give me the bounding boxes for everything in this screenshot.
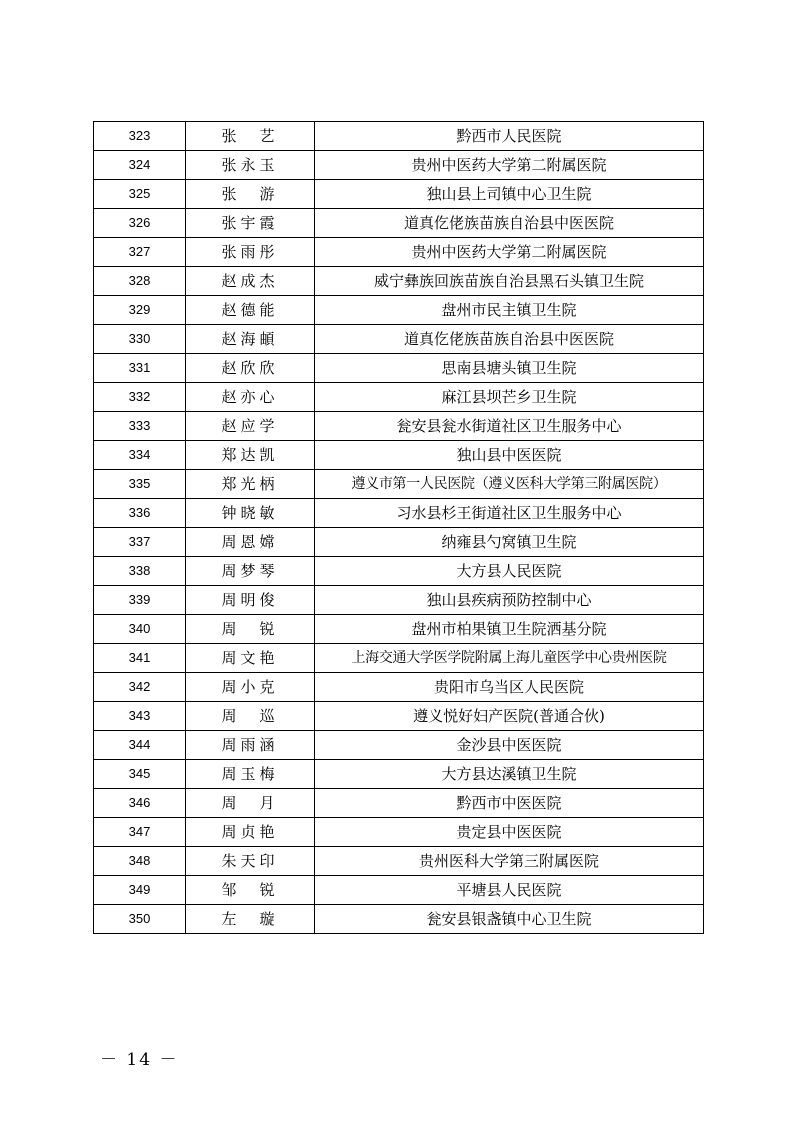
organization-cell: 独山县上司镇中心卫生院: [315, 180, 704, 209]
table-row: [94, 499, 704, 528]
organization-cell: 贵州中医药大学第二附属医院: [315, 238, 704, 267]
row-number-cell: 337: [94, 528, 186, 557]
row-number-cell: 327: [94, 238, 186, 267]
organization-cell: 黔西市人民医院: [315, 122, 704, 151]
organization-cell: 金沙县中医医院: [315, 731, 704, 760]
row-number-cell: 350: [94, 905, 186, 934]
organization-cell: 遵义市第一人民医院（遵义医科大学第三附属医院）: [315, 470, 704, 499]
row-number-cell: 340: [94, 615, 186, 644]
name-list-table: [93, 121, 704, 934]
table-row: [94, 673, 704, 702]
table-row: [94, 383, 704, 412]
table-row: [94, 818, 704, 847]
organization-cell: 思南县塘头镇卫生院: [315, 354, 704, 383]
row-number-cell: 333: [94, 412, 186, 441]
person-name-cell: 赵亦心: [186, 383, 315, 412]
organization-cell: 遵义悦好妇产医院(普通合伙): [315, 702, 704, 731]
row-number-cell: 335: [94, 470, 186, 499]
organization-cell: 瓮安县瓮水街道社区卫生服务中心: [315, 412, 704, 441]
row-number-cell: 342: [94, 673, 186, 702]
person-name-cell: 张 艺: [186, 122, 315, 151]
person-name-cell: 赵应学: [186, 412, 315, 441]
organization-cell: 盘州市民主镇卫生院: [315, 296, 704, 325]
organization-cell: 贵定县中医医院: [315, 818, 704, 847]
table-row: [94, 180, 704, 209]
row-number-cell: 344: [94, 731, 186, 760]
organization-cell: 瓮安县银盏镇中心卫生院: [315, 905, 704, 934]
person-name-cell: 朱天印: [186, 847, 315, 876]
person-name-cell: 邹 锐: [186, 876, 315, 905]
table-row: [94, 354, 704, 383]
person-name-cell: 周 锐: [186, 615, 315, 644]
person-name-cell: 周玉梅: [186, 760, 315, 789]
person-name-cell: 左 璇: [186, 905, 315, 934]
person-name-cell: 赵成杰: [186, 267, 315, 296]
organization-cell: 麻江县坝芒乡卫生院: [315, 383, 704, 412]
person-name-cell: 张永玉: [186, 151, 315, 180]
organization-cell: 独山县中医医院: [315, 441, 704, 470]
row-number-cell: 324: [94, 151, 186, 180]
organization-cell: 威宁彝族回族苗族自治县黑石头镇卫生院: [315, 267, 704, 296]
person-name-cell: 周小克: [186, 673, 315, 702]
person-name-cell: 张宇霞: [186, 209, 315, 238]
row-number-cell: 323: [94, 122, 186, 151]
organization-cell: 上海交通大学医学院附属上海儿童医学中心贵州医院: [315, 644, 704, 673]
table-row: [94, 238, 704, 267]
organization-cell: 平塘县人民医院: [315, 876, 704, 905]
table-row: [94, 122, 704, 151]
row-number-cell: 338: [94, 557, 186, 586]
row-number-cell: 334: [94, 441, 186, 470]
table-row: [94, 151, 704, 180]
table-row: [94, 702, 704, 731]
organization-cell: 贵州中医药大学第二附属医院: [315, 151, 704, 180]
person-name-cell: 张雨彤: [186, 238, 315, 267]
person-name-cell: 钟晓敏: [186, 499, 315, 528]
table-row: [94, 412, 704, 441]
table-row: [94, 209, 704, 238]
organization-cell: 独山县疾病预防控制中心: [315, 586, 704, 615]
table-row: [94, 905, 704, 934]
table-row: [94, 731, 704, 760]
row-number-cell: 347: [94, 818, 186, 847]
row-number-cell: 331: [94, 354, 186, 383]
table-row: [94, 644, 704, 673]
table-row: [94, 847, 704, 876]
person-name-cell: 赵海頔: [186, 325, 315, 354]
person-name-cell: 赵欣欣: [186, 354, 315, 383]
person-name-cell: 张 游: [186, 180, 315, 209]
row-number-cell: 349: [94, 876, 186, 905]
row-number-cell: 329: [94, 296, 186, 325]
organization-cell: 大方县达溪镇卫生院: [315, 760, 704, 789]
table-row: [94, 876, 704, 905]
person-name-cell: 周贞艳: [186, 818, 315, 847]
table-row: [94, 528, 704, 557]
name-list-table-container: [93, 121, 702, 934]
row-number-cell: 348: [94, 847, 186, 876]
person-name-cell: 周雨涵: [186, 731, 315, 760]
table-row: [94, 470, 704, 499]
row-number-cell: 325: [94, 180, 186, 209]
table-row: [94, 296, 704, 325]
person-name-cell: 赵德能: [186, 296, 315, 325]
table-row: [94, 325, 704, 354]
table-row: [94, 267, 704, 296]
row-number-cell: 345: [94, 760, 186, 789]
organization-cell: 习水县杉王街道社区卫生服务中心: [315, 499, 704, 528]
row-number-cell: 343: [94, 702, 186, 731]
table-row: [94, 586, 704, 615]
organization-cell: 贵州医科大学第三附属医院: [315, 847, 704, 876]
person-name-cell: 郑光柄: [186, 470, 315, 499]
person-name-cell: 周恩嫦: [186, 528, 315, 557]
table-row: [94, 441, 704, 470]
person-name-cell: 周明俊: [186, 586, 315, 615]
table-body: [94, 122, 704, 934]
row-number-cell: 330: [94, 325, 186, 354]
person-name-cell: 周 月: [186, 789, 315, 818]
table-row: [94, 789, 704, 818]
row-number-cell: 346: [94, 789, 186, 818]
organization-cell: 黔西市中医医院: [315, 789, 704, 818]
person-name-cell: 周梦琴: [186, 557, 315, 586]
organization-cell: 贵阳市乌当区人民医院: [315, 673, 704, 702]
row-number-cell: 341: [94, 644, 186, 673]
row-number-cell: 326: [94, 209, 186, 238]
organization-cell: 大方县人民医院: [315, 557, 704, 586]
row-number-cell: 328: [94, 267, 186, 296]
table-row: [94, 557, 704, 586]
organization-cell: 纳雍县勺窝镇卫生院: [315, 528, 704, 557]
table-row: [94, 615, 704, 644]
organization-cell: 道真仡佬族苗族自治县中医医院: [315, 325, 704, 354]
page-number: － 14 －: [100, 1050, 179, 1070]
organization-cell: 盘州市柏果镇卫生院洒基分院: [315, 615, 704, 644]
row-number-cell: 332: [94, 383, 186, 412]
person-name-cell: 周文艳: [186, 644, 315, 673]
person-name-cell: 周 巡: [186, 702, 315, 731]
row-number-cell: 336: [94, 499, 186, 528]
person-name-cell: 郑达凯: [186, 441, 315, 470]
row-number-cell: 339: [94, 586, 186, 615]
table-row: [94, 760, 704, 789]
organization-cell: 道真仡佬族苗族自治县中医医院: [315, 209, 704, 238]
